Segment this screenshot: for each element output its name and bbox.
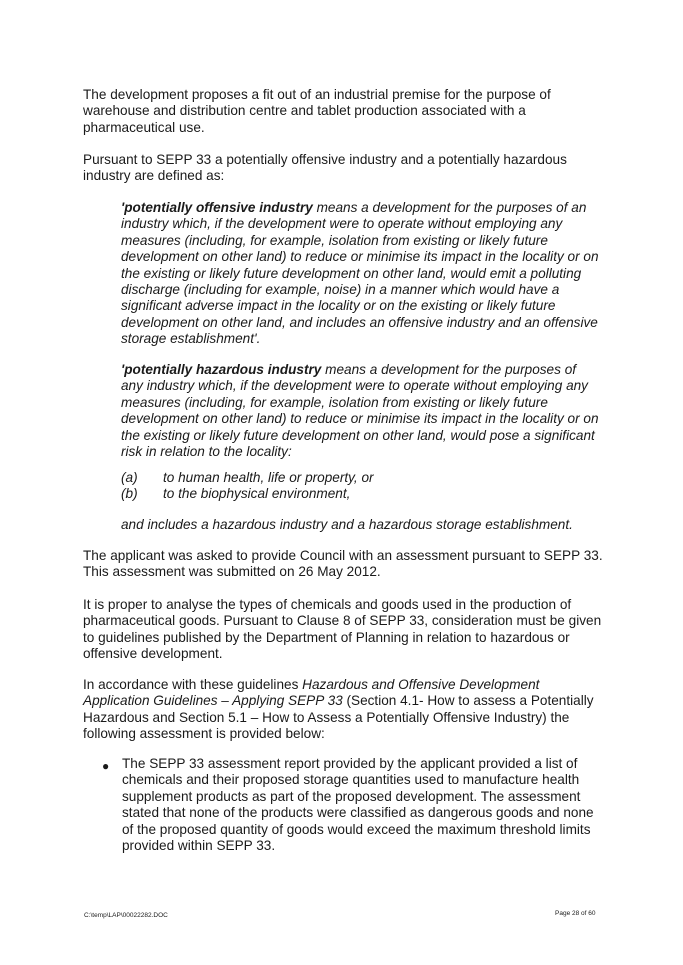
offensive-industry-definition: [121, 200, 601, 348]
hazardous-industry-text: means a development for the purposes of any industry which, if the development were to operate without employing any measures (including, for example, isolation from existing or likely future development on other land) to reduce or minimise its impact in the locality or on the existing or likely future development on other land, would pose a significant risk in relation to the locality:: [121, 362, 599, 460]
list-item-label: (b): [121, 486, 138, 501]
guidelines-title: Hazardous and Offensive Development Application Guidelines – Applying SEPP 33: [83, 677, 540, 709]
offensive-industry-text: means a development for the purposes of an industry which, if the development were to operate without employing any measures (including, for example, isolation from existing or likely future development on other land) to reduce or minimise its impact in the locality or on the existing or likely future development on other land, would emit a polluting discharge (including for example, noise) in a manner which would have a significant adverse impact in the locality or on the existing or likely future development on other land, and includes an offensive industry and an offensive storage establishment'.: [121, 200, 599, 347]
sepp-definition-intro: Pursuant to SEPP 33 a potentially offensive industry and a potentially hazardous industry are defined as:: [83, 152, 567, 184]
hazardous-definition-end: and includes a hazardous industry and a hazardous storage establishment.: [121, 517, 573, 532]
guidelines-rest: (Section 4.1- How to assess a Potentially Hazardous and Section 5.1 – How to Assess a Potentially Offensive Industry) the following assessment is provided below:: [83, 693, 594, 742]
assessment-request-paragraph: The applicant was asked to provide Council with an assessment pursuant to SEPP 33. This assessment was submitted on 26 May 2012.: [83, 548, 603, 580]
list-item: [121, 486, 350, 502]
list-item-text: to human health, life or property, or: [163, 470, 374, 485]
assessment-bullet-text: The SEPP 33 assessment report provided by the applicant provided a list of chemicals and their proposed storage quantities used to manufacture health supplement products as part of the proposed development. The assessment stated that none of the products were classified as dangerous goods and none of the proposed quantity of goods would exceed the maximum threshold limits provided within SEPP 33.: [122, 756, 594, 854]
offensive-industry-term: 'potentially offensive industry: [121, 200, 313, 215]
footer-file-path: C:\temp\LAP\00022282.DOC: [84, 912, 168, 919]
hazardous-industry-term: 'potentially hazardous industry: [121, 362, 322, 377]
bullet-icon: ●: [102, 759, 110, 773]
intro-paragraph: The development proposes a fit out of an industrial premise for the purpose of warehouse and distribution centre and tablet production associated with a pharmaceutical use.: [83, 87, 551, 135]
hazardous-industry-definition: [121, 362, 601, 460]
guidelines-lead: In accordance with these guidelines: [83, 677, 303, 692]
guidelines-paragraph: [83, 677, 603, 743]
chemical-analysis-paragraph: It is proper to analyse the types of chemicals and goods used in the production of pharmaceutical goods. Pursuant to Clause 8 of SEPP 33, consideration must be given to guidelines published by the Department of Planning in relation to hazardous or offensive development.: [83, 597, 602, 662]
footer-page-number: Page 28 of 60: [555, 910, 596, 917]
list-item: [121, 470, 374, 486]
list-item-label: (a): [121, 470, 138, 485]
list-item-text: to the biophysical environment,: [163, 486, 351, 501]
